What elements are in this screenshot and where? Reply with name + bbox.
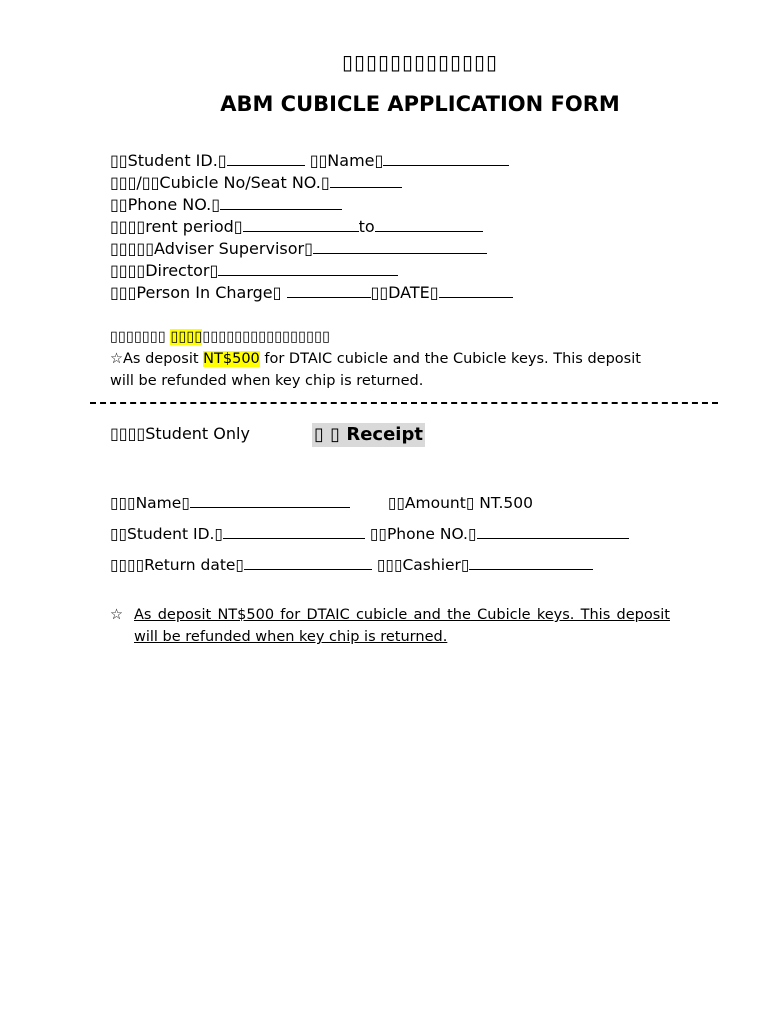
receipt-name-amount-row: [110, 488, 629, 519]
rent-period-to: to: [358, 217, 375, 236]
receipt-phone-blank[interactable]: [477, 523, 629, 539]
director-row: [110, 260, 513, 282]
deposit-notice: [110, 326, 650, 392]
rent-period-end-blank[interactable]: [375, 216, 483, 232]
receipt-name-blank[interactable]: [190, 492, 350, 508]
receipt-return-date-label: ▯▯▯▯Return date▯: [110, 556, 244, 574]
notice-cn-highlight: ▯▯▯▯: [170, 329, 203, 345]
student-only-label: ▯▯▯▯Student Only: [110, 424, 250, 443]
receipt-deposit-note-text: As deposit NT$500 for DTAIC cubicle and the Cubicle keys. This deposit will be refunded when key chip is returned.: [134, 607, 670, 645]
form-title-chinese: ▯▯▯▯▯▯▯▯▯▯▯▯▯: [341, 50, 499, 74]
phone-blank[interactable]: [220, 194, 342, 210]
date-label: ▯▯DATE▯: [370, 283, 439, 302]
director-blank[interactable]: [218, 260, 398, 276]
student-id-blank[interactable]: [227, 150, 305, 166]
person-in-charge-blank[interactable]: [287, 282, 371, 298]
name-label: ▯▯Name▯: [304, 151, 384, 170]
rent-period-start-blank[interactable]: [243, 216, 359, 232]
receipt-cashier-blank[interactable]: [469, 554, 593, 570]
notice-cn-prefix: ▯▯▯▯▯▯▯: [110, 329, 171, 345]
form-title-english: ABM CUBICLE APPLICATION FORM: [220, 92, 620, 116]
receipt-fields: [110, 488, 629, 581]
phone-row: [110, 194, 513, 216]
deposit-notice-english: [110, 348, 650, 392]
date-blank[interactable]: [439, 282, 513, 298]
director-label: ▯▯▯▯Director▯: [110, 261, 219, 280]
name-blank[interactable]: [383, 150, 509, 166]
cubicle-no-blank[interactable]: [330, 172, 402, 188]
receipt-deposit-note: [110, 604, 670, 648]
person-in-charge-row: [110, 282, 513, 304]
rent-period-label: ▯▯▯▯rent period▯: [110, 217, 243, 236]
cubicle-no-row: [110, 172, 513, 194]
notice-en-prefix: ☆As deposit: [110, 351, 204, 367]
tear-off-dashed-line: [90, 402, 718, 404]
person-in-charge-label: ▯▯▯Person In Charge▯: [110, 283, 287, 302]
receipt-name-label: ▯▯▯Name▯: [110, 494, 190, 512]
receipt-heading: ▯ ▯ Receipt: [314, 424, 423, 445]
adviser-blank[interactable]: [313, 238, 487, 254]
receipt-phone-label: ▯▯Phone NO.▯: [364, 525, 477, 543]
receipt-cashier-label: ▯▯▯Cashier▯: [371, 556, 470, 574]
student-id-name-row: [110, 150, 513, 172]
student-id-label: ▯▯Student ID.▯: [110, 151, 227, 170]
cubicle-no-label: ▯▯▯/▯▯Cubicle No/Seat NO.▯: [110, 173, 330, 192]
deposit-notice-chinese: [110, 326, 650, 348]
notice-en-highlight: NT$500: [203, 351, 260, 367]
notice-en-suffix: for DTAIC cubicle and the Cubicle keys. This deposit will be refunded when key chip is returned.: [110, 351, 641, 389]
receipt-amount-label: ▯▯Amount▯ NT.500: [387, 494, 534, 512]
adviser-label: ▯▯▯▯▯Adviser Supervisor▯: [110, 239, 313, 258]
star-icon: ☆: [110, 607, 123, 623]
receipt-id-phone-row: [110, 519, 629, 550]
application-fields: [110, 150, 513, 304]
receipt-student-id-blank[interactable]: [223, 523, 365, 539]
receipt-return-date-blank[interactable]: [244, 554, 372, 570]
phone-label: ▯▯Phone NO.▯: [110, 195, 221, 214]
adviser-row: [110, 238, 513, 260]
rent-period-row: [110, 216, 513, 238]
receipt-student-id-label: ▯▯Student ID.▯: [110, 525, 223, 543]
receipt-return-cashier-row: [110, 550, 629, 581]
notice-cn-suffix: ▯▯▯▯▯▯▯▯▯▯▯▯▯▯▯▯: [202, 329, 331, 345]
